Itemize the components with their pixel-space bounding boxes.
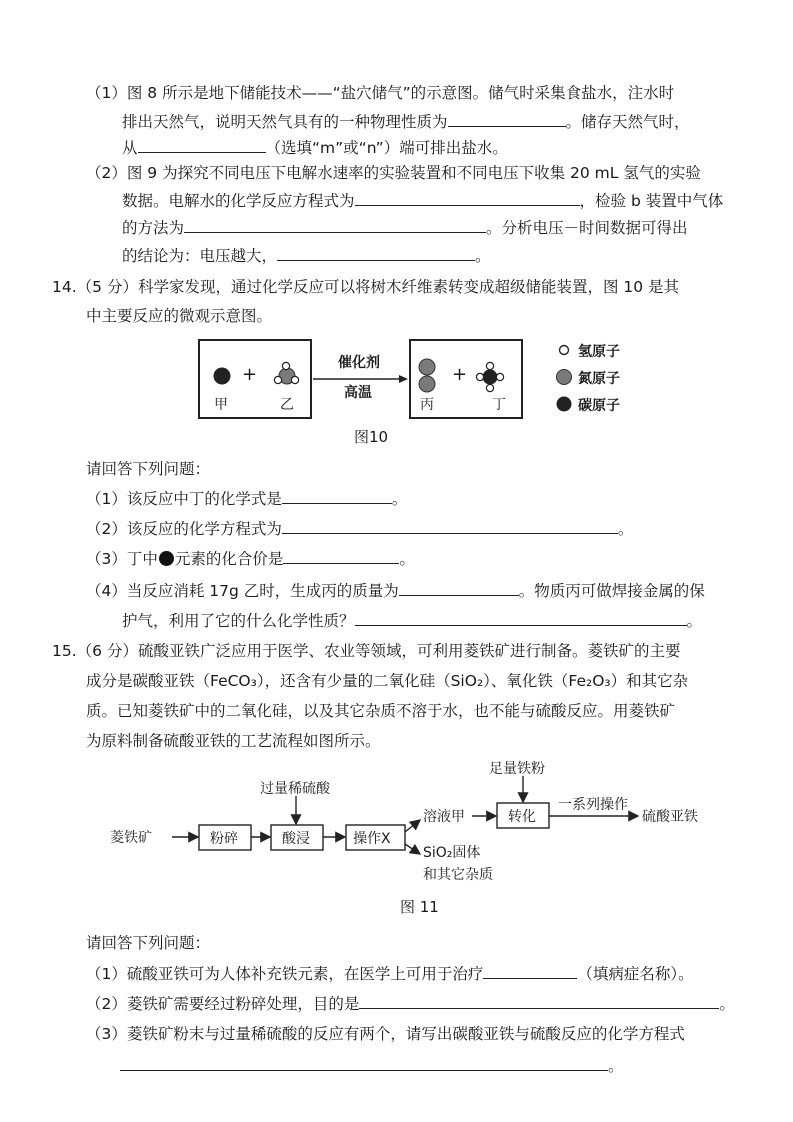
hydrogen-atom-icon — [291, 376, 298, 383]
answer-blank[interactable] — [483, 962, 577, 979]
answer-blank[interactable] — [138, 136, 266, 153]
flow-ops-label: 一系列操作 — [558, 797, 628, 813]
q13-p2-text: 的方法为 — [122, 219, 185, 237]
flow-step-convert: 转化 — [508, 809, 536, 825]
hydrogen-atom-icon — [496, 373, 503, 380]
flow-impurity-label: 和其它杂质 — [423, 867, 493, 883]
answer-blank[interactable] — [355, 189, 580, 206]
q15-a3-line2 — [120, 1054, 624, 1077]
label-jia: 甲 — [214, 397, 228, 413]
q13-p2-text: 。分析电压－时间数据可得出 — [486, 219, 688, 237]
condition-label: 高温 — [344, 385, 372, 401]
q14-a3-text: 。 — [399, 550, 415, 568]
q15-a2-text: 。 — [719, 995, 735, 1013]
flow-step-crush: 粉碎 — [210, 831, 238, 847]
nitrogen-atom-icon — [419, 359, 435, 375]
q13-p1-line3 — [122, 136, 508, 159]
q15-a1-text: （1）硫酸亚铁可为人体补充铁元素，在医学上可用于治疗 — [86, 965, 484, 983]
hydrogen-atom-icon — [486, 384, 493, 391]
q13-p2-line4 — [122, 244, 491, 267]
carbon-atom-inline-icon — [159, 551, 174, 566]
q14-a2-text: （2）该反应的化学方程式为 — [86, 520, 282, 538]
q13-p2-text: 数据。电解水的化学反应方程式为 — [122, 192, 355, 210]
arrow-head-icon — [399, 375, 408, 383]
legend-hydrogen-icon — [560, 346, 569, 355]
q14-a4-text: 。 — [686, 612, 703, 630]
plus-sign: + — [452, 364, 468, 385]
carbon-atom-icon — [483, 370, 498, 385]
figure-10-caption: 图10 — [354, 428, 389, 446]
q13-p2-line1: （2）图 9 为探究不同电压下电解水速率的实验装置和不同电压下收集 20 mL 氢气的实验 — [86, 164, 701, 182]
figure-11-caption: 图 11 — [400, 898, 439, 916]
hydrogen-atom-icon — [274, 376, 281, 383]
q13-p1-text: 排出天然气，说明天然气具有的一种物理性质为 — [122, 113, 448, 131]
q15-a2-text: （2）菱铁矿需要经过粉碎处理，目的是 — [86, 995, 360, 1013]
nitrogen-atom-icon — [419, 376, 435, 392]
hydrogen-atom-icon — [486, 362, 493, 369]
q15-prompt: 请回答下列问题： — [86, 934, 211, 952]
answer-blank[interactable] — [277, 244, 475, 261]
legend-hydrogen-label: 氢原子 — [578, 344, 620, 360]
q14-a1 — [86, 487, 407, 510]
legend-carbon-label: 碳原子 — [578, 398, 620, 414]
q13-p1-text: 。储存天然气时， — [565, 113, 690, 131]
catalyst-label: 催化剂 — [338, 355, 380, 371]
figure-10 — [196, 336, 646, 422]
q14-a1-text: 。 — [391, 490, 408, 508]
q15-a2 — [86, 992, 735, 1015]
answer-blank[interactable] — [184, 216, 486, 233]
answer-blank[interactable] — [355, 609, 687, 626]
q13-p2-text: 的结论为：电压越大， — [122, 247, 278, 265]
q14-a1-text: （1）该反应中丁的化学式是 — [86, 490, 282, 508]
flow-arrow — [405, 820, 420, 832]
q15-intro-line2: 成分是碳酸亚铁（FeCO₃），还含有少量的二氧化硅（SiO₂）、氧化铁（Fe₂O₃）和其它杂 — [86, 672, 689, 690]
q15-a1 — [86, 962, 694, 985]
label-bing: 丙 — [420, 397, 434, 413]
q13-p2-line2 — [122, 189, 723, 212]
q13-p2-text: 。 — [475, 247, 491, 265]
plus-sign: + — [242, 364, 258, 385]
q14-a4-line2 — [122, 609, 702, 632]
q14-intro-line2: 中主要反应的微观示意图。 — [86, 307, 273, 325]
q14-a4-text: （4）当反应消耗 17g 乙时，生成丙的质量为 — [86, 582, 399, 600]
flow-reagent-acid: 过量稀硫酸 — [260, 781, 330, 797]
flow-reagent-iron: 足量铁粉 — [489, 761, 545, 777]
q15-intro-line3: 质。已知菱铁矿中的二氧化硅，以及其它杂质不溶于水，也不能与硫酸反应。用菱铁矿 — [86, 702, 676, 720]
legend-nitrogen-label: 氮原子 — [578, 371, 620, 387]
answer-blank[interactable] — [282, 487, 392, 504]
q14-a2-text: 。 — [617, 520, 634, 538]
legend-nitrogen-icon — [557, 370, 572, 385]
carbon-atom-icon — [214, 368, 231, 385]
hydrogen-atom-icon — [476, 373, 483, 380]
legend-carbon-icon — [557, 397, 572, 412]
q14-a3-text: （3）丁中 — [86, 550, 158, 568]
q14-a3-text: 元素的化合价是 — [174, 550, 284, 568]
answer-blank[interactable] — [399, 579, 519, 596]
q13-p1-line1: （1）图 8 所示是地下储能技术——“盐穴储气”的示意图。储气时采集食盐水，注水时 — [86, 84, 675, 102]
flow-step-leach: 酸浸 — [282, 831, 310, 847]
answer-blank[interactable] — [283, 547, 399, 564]
q13-p1-text: 从 — [122, 139, 138, 157]
label-yi: 乙 — [280, 397, 294, 413]
q14-a2 — [86, 517, 633, 540]
q13-p2-text: ，检验 b 装置中气体 — [579, 192, 724, 210]
q14-a4-text: 护气，利用了它的什么化学性质？ — [122, 612, 355, 630]
answer-blank[interactable] — [448, 110, 566, 127]
flow-product-label: 硫酸亚铁 — [642, 809, 698, 825]
flow-solution-label: 溶液甲 — [423, 809, 465, 825]
figure-11 — [110, 762, 730, 892]
q15-a3: （3）菱铁矿粉末与过量稀硫酸的反应有两个，请写出碳酸亚铁与硫酸反应的化学方程式 — [86, 1025, 685, 1043]
flow-start-label: 菱铁矿 — [110, 830, 152, 846]
q14-a4-text: 。物质丙可做焊接金属的保 — [518, 582, 705, 600]
q13-p1-text: （选填“m”或“n”）端可排出盐水。 — [265, 139, 508, 157]
q14-a4 — [86, 579, 705, 602]
q15-a1-text: （填病症名称）。 — [577, 965, 694, 983]
q14-intro-line1: 14.（5 分）科学家发现，通过化学反应可以将树木纤维素转变成超级储能装置，图 10 是其 — [52, 278, 680, 296]
answer-blank[interactable] — [359, 992, 719, 1009]
flow-arrow — [405, 844, 420, 854]
label-ding: 丁 — [492, 397, 506, 413]
hydrogen-atom-icon — [282, 362, 289, 369]
answer-blank[interactable] — [120, 1054, 608, 1071]
q13-p2-line3 — [122, 216, 688, 239]
flow-step-operation-x: 操作X — [353, 831, 391, 847]
flow-solid-label: SiO₂固体 — [423, 845, 481, 861]
q15-intro-line4: 为原料制备硫酸亚铁的工艺流程如图所示。 — [86, 732, 381, 750]
q15-intro-line1: 15.（6 分）硫酸亚铁广泛应用于医学、农业等领域，可利用菱铁矿进行制备。菱铁矿的主要 — [52, 642, 681, 660]
q13-p1-line2 — [122, 110, 690, 133]
q14-a3 — [86, 547, 415, 570]
q15-a3-text: 。 — [608, 1057, 624, 1075]
answer-blank[interactable] — [282, 517, 618, 534]
q14-prompt: 请回答下列问题： — [86, 460, 211, 478]
process-flow-diagram — [110, 762, 730, 892]
